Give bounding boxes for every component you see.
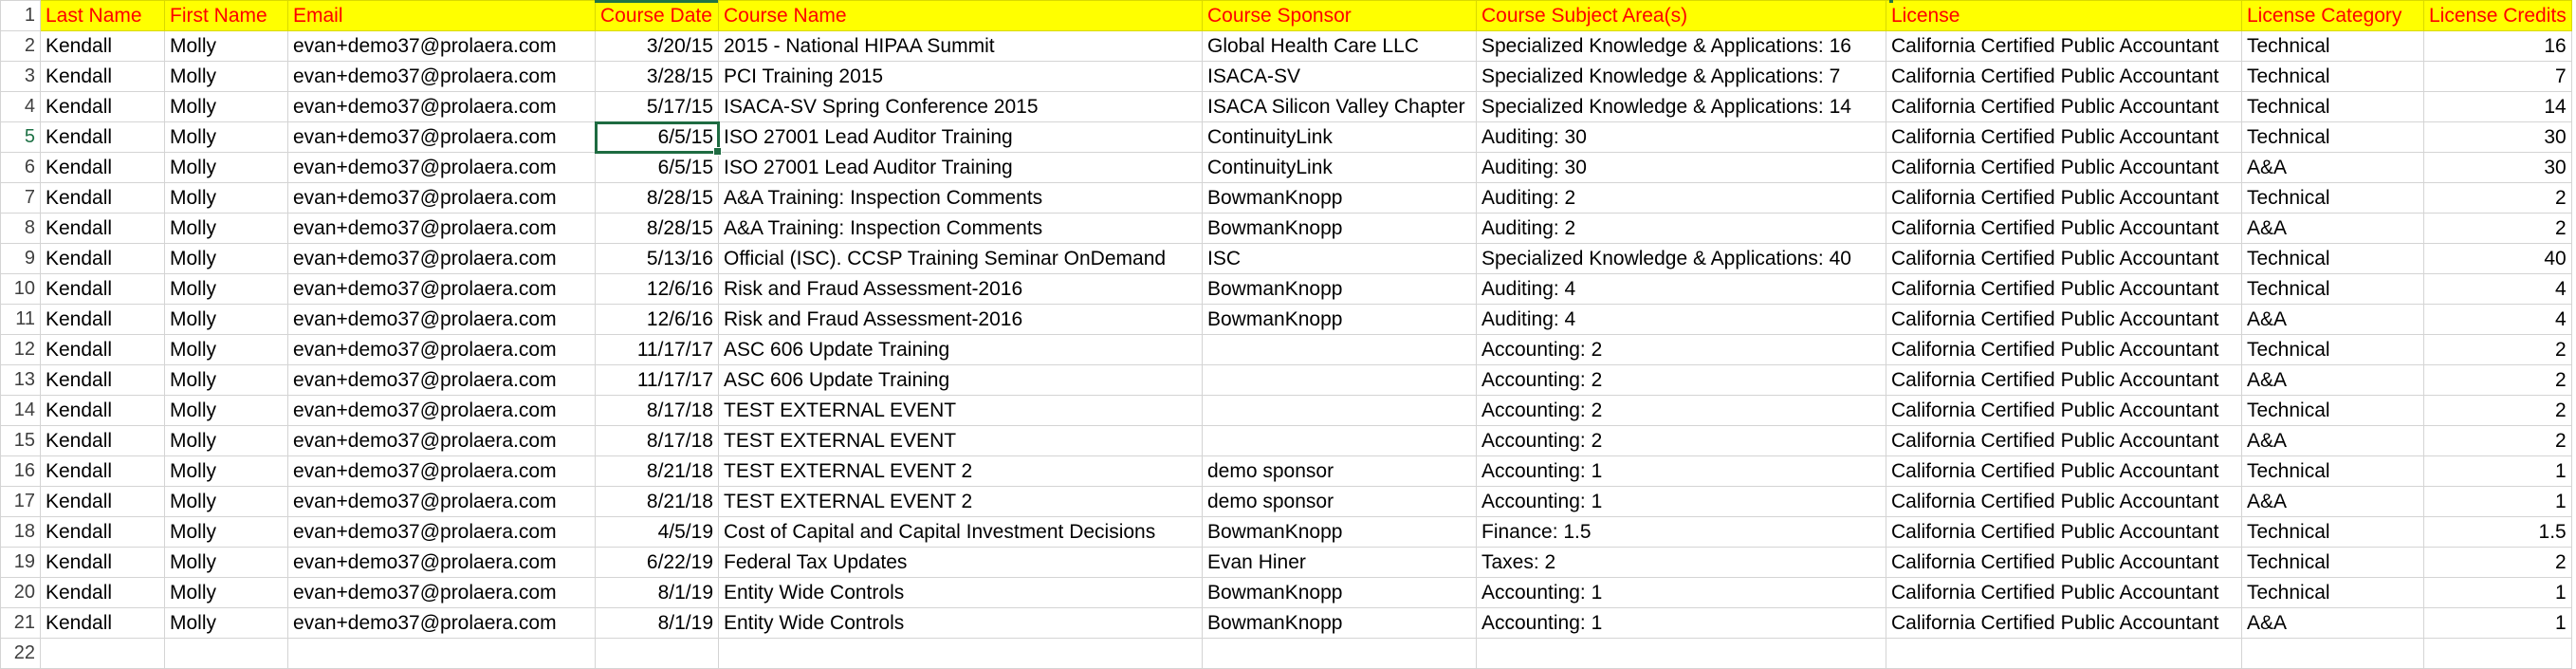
row-number[interactable]: 16 (1, 456, 41, 487)
cell-license-credits[interactable]: 2 (2424, 548, 2572, 578)
cell-course-name[interactable]: Risk and Fraud Assessment-2016 (719, 305, 1203, 335)
cell-course-sponsor[interactable]: demo sponsor (1203, 487, 1477, 517)
cell-first-name[interactable]: Molly (165, 122, 288, 153)
cell-last-name[interactable]: Kendall (41, 183, 165, 214)
table-row (1, 548, 2572, 578)
cell-last-name[interactable]: Kendall (41, 274, 165, 305)
cell-course-date[interactable]: 4/5/19 (596, 517, 719, 548)
cell-course-date[interactable]: 8/21/18 (596, 456, 719, 487)
cell-last-name[interactable]: Kendall (41, 426, 165, 456)
table-row (1, 639, 2572, 669)
cell-email[interactable]: evan+demo37@prolaera.com (288, 426, 596, 456)
table-row (1, 396, 2572, 426)
row-number[interactable]: 3 (1, 62, 41, 92)
cell-license-credits[interactable]: 40 (2424, 244, 2572, 274)
empty-cell[interactable] (1203, 639, 1477, 669)
cell-course-sponsor[interactable]: Global Health Care LLC (1203, 31, 1477, 62)
cell-course-sponsor[interactable]: Evan Hiner (1203, 548, 1477, 578)
cell-license[interactable]: California Certified Public Accountant (1886, 578, 2242, 608)
header-cell-first-name[interactable]: First Name (165, 1, 288, 31)
cell-first-name[interactable]: Molly (165, 305, 288, 335)
cell-course-subject-area[interactable]: Auditing: 4 (1477, 274, 1886, 305)
row-number[interactable]: 17 (1, 487, 41, 517)
cell-first-name[interactable]: Molly (165, 274, 288, 305)
cell-last-name[interactable]: Kendall (41, 214, 165, 244)
cell-course-name[interactable]: TEST EXTERNAL EVENT 2 (719, 487, 1203, 517)
cell-license-credits[interactable]: 1 (2424, 608, 2572, 639)
cell-course-name[interactable]: Entity Wide Controls (719, 608, 1203, 639)
cell-license[interactable]: California Certified Public Accountant (1886, 456, 2242, 487)
cell-course-sponsor[interactable]: BowmanKnopp (1203, 578, 1477, 608)
cell-license-category[interactable]: Technical (2242, 517, 2424, 548)
cell-course-name[interactable]: 2015 - National HIPAA Summit (719, 31, 1203, 62)
cell-last-name[interactable]: Kendall (41, 244, 165, 274)
row-number[interactable]: 21 (1, 608, 41, 639)
cell-email[interactable]: evan+demo37@prolaera.com (288, 487, 596, 517)
cell-license-category[interactable]: Technical (2242, 456, 2424, 487)
cell-first-name[interactable]: Molly (165, 92, 288, 122)
table-row (1, 365, 2572, 396)
header-cell-license-credits[interactable]: License Credits (2424, 1, 2572, 31)
cell-license[interactable]: California Certified Public Accountant (1886, 244, 2242, 274)
cell-course-subject-area[interactable]: Specialized Knowledge & Applications: 7 (1477, 62, 1886, 92)
row-number[interactable]: 4 (1, 92, 41, 122)
cell-course-subject-area[interactable]: Auditing: 2 (1477, 183, 1886, 214)
cell-course-subject-area[interactable]: Auditing: 2 (1477, 214, 1886, 244)
cell-license-category[interactable]: Technical (2242, 31, 2424, 62)
cell-course-date[interactable]: 12/6/16 (596, 305, 719, 335)
cell-license[interactable]: California Certified Public Accountant (1886, 62, 2242, 92)
cell-license-credits[interactable]: 2 (2424, 335, 2572, 365)
empty-cell[interactable] (2242, 639, 2424, 669)
cell-course-date[interactable]: 12/6/16 (596, 274, 719, 305)
cell-email[interactable]: evan+demo37@prolaera.com (288, 365, 596, 396)
cell-course-subject-area[interactable]: Accounting: 2 (1477, 396, 1886, 426)
table-row (1, 244, 2572, 274)
header-cell-course-sponsor[interactable]: Course Sponsor (1203, 1, 1477, 31)
cell-course-sponsor[interactable] (1203, 396, 1477, 426)
table-row (1, 183, 2572, 214)
cell-first-name[interactable]: Molly (165, 426, 288, 456)
row-number[interactable]: 1 (1, 1, 41, 31)
table-row (1, 31, 2572, 62)
cell-course-sponsor[interactable]: BowmanKnopp (1203, 214, 1477, 244)
header-cell-course-date[interactable]: Course Date (596, 1, 719, 31)
cell-license[interactable]: California Certified Public Accountant (1886, 305, 2242, 335)
empty-cell[interactable] (1477, 639, 1886, 669)
cell-course-name[interactable]: A&A Training: Inspection Comments (719, 183, 1203, 214)
cell-course-name[interactable]: ASC 606 Update Training (719, 365, 1203, 396)
cell-last-name[interactable]: Kendall (41, 396, 165, 426)
cell-course-subject-area[interactable]: Specialized Knowledge & Applications: 16 (1477, 31, 1886, 62)
cell-course-name[interactable]: ISACA-SV Spring Conference 2015 (719, 92, 1203, 122)
header-cell-license[interactable]: License (1886, 1, 2242, 31)
table-row (1, 214, 2572, 244)
cell-license-category[interactable]: Technical (2242, 578, 2424, 608)
cell-email[interactable]: evan+demo37@prolaera.com (288, 608, 596, 639)
cell-course-sponsor[interactable] (1203, 365, 1477, 396)
row-number[interactable]: 6 (1, 153, 41, 183)
selected-cell[interactable]: 6/5/15 (596, 122, 719, 153)
cell-first-name[interactable]: Molly (165, 214, 288, 244)
cell-license[interactable]: California Certified Public Accountant (1886, 214, 2242, 244)
cell-license-category[interactable]: A&A (2242, 214, 2424, 244)
cell-license[interactable]: California Certified Public Accountant (1886, 517, 2242, 548)
cell-course-subject-area[interactable]: Finance: 1.5 (1477, 517, 1886, 548)
cell-course-sponsor[interactable]: ContinuityLink (1203, 122, 1477, 153)
cell-license-category[interactable]: Technical (2242, 396, 2424, 426)
cell-license-category[interactable]: Technical (2242, 62, 2424, 92)
cell-first-name[interactable]: Molly (165, 183, 288, 214)
cell-email[interactable]: evan+demo37@prolaera.com (288, 578, 596, 608)
header-row (1, 1, 2572, 31)
row-number[interactable]: 11 (1, 305, 41, 335)
cell-course-name[interactable]: Entity Wide Controls (719, 578, 1203, 608)
row-number[interactable]: 18 (1, 517, 41, 548)
cell-license-category[interactable]: A&A (2242, 487, 2424, 517)
cell-email[interactable]: evan+demo37@prolaera.com (288, 122, 596, 153)
cell-license-category[interactable]: Technical (2242, 183, 2424, 214)
cell-license[interactable]: California Certified Public Accountant (1886, 274, 2242, 305)
cell-license-category[interactable]: A&A (2242, 365, 2424, 396)
cell-course-name[interactable]: Cost of Capital and Capital Investment Decisions (719, 517, 1203, 548)
cell-course-date[interactable]: 8/17/18 (596, 396, 719, 426)
cell-course-subject-area[interactable]: Auditing: 30 (1477, 122, 1886, 153)
cell-email[interactable]: evan+demo37@prolaera.com (288, 548, 596, 578)
cell-course-subject-area[interactable]: Specialized Knowledge & Applications: 14 (1477, 92, 1886, 122)
cell-email[interactable]: evan+demo37@prolaera.com (288, 183, 596, 214)
cell-email[interactable]: evan+demo37@prolaera.com (288, 62, 596, 92)
cell-course-name[interactable]: A&A Training: Inspection Comments (719, 214, 1203, 244)
cell-course-name[interactable]: TEST EXTERNAL EVENT (719, 426, 1203, 456)
table-row (1, 608, 2572, 639)
cell-first-name[interactable]: Molly (165, 31, 288, 62)
cell-course-name[interactable]: TEST EXTERNAL EVENT 2 (719, 456, 1203, 487)
cell-license-credits[interactable]: 2 (2424, 183, 2572, 214)
row-number[interactable]: 14 (1, 396, 41, 426)
table-row (1, 122, 2572, 153)
table-row (1, 62, 2572, 92)
cell-course-date[interactable]: 5/17/15 (596, 92, 719, 122)
cell-license[interactable]: California Certified Public Accountant (1886, 608, 2242, 639)
cell-license-category[interactable]: Technical (2242, 274, 2424, 305)
empty-cell[interactable] (288, 639, 596, 669)
table-row (1, 487, 2572, 517)
header-cell-course-name[interactable]: Course Name (719, 1, 1203, 31)
cell-license[interactable]: California Certified Public Accountant (1886, 426, 2242, 456)
cell-course-name[interactable]: ASC 606 Update Training (719, 335, 1203, 365)
row-number[interactable]: 22 (1, 639, 41, 669)
cell-course-date[interactable]: 3/20/15 (596, 31, 719, 62)
cell-license[interactable]: California Certified Public Accountant (1886, 153, 2242, 183)
cell-course-sponsor[interactable]: BowmanKnopp (1203, 305, 1477, 335)
header-cell-last-name[interactable]: Last Name (41, 1, 165, 31)
cell-last-name[interactable]: Kendall (41, 31, 165, 62)
cell-course-date[interactable]: 8/17/18 (596, 426, 719, 456)
cell-license-credits[interactable]: 1 (2424, 456, 2572, 487)
cell-license-category[interactable]: Technical (2242, 335, 2424, 365)
cell-last-name[interactable]: Kendall (41, 335, 165, 365)
row-number[interactable]: 20 (1, 578, 41, 608)
cell-last-name[interactable]: Kendall (41, 517, 165, 548)
cell-first-name[interactable]: Molly (165, 487, 288, 517)
row-number[interactable]: 12 (1, 335, 41, 365)
cell-license-category[interactable]: Technical (2242, 122, 2424, 153)
table-row (1, 153, 2572, 183)
empty-cell[interactable] (1886, 639, 2242, 669)
table-row (1, 92, 2572, 122)
cell-email[interactable]: evan+demo37@prolaera.com (288, 92, 596, 122)
cell-course-date[interactable]: 11/17/17 (596, 365, 719, 396)
cell-license[interactable]: California Certified Public Accountant (1886, 365, 2242, 396)
cell-course-date[interactable]: 5/13/16 (596, 244, 719, 274)
cell-course-date[interactable]: 11/17/17 (596, 335, 719, 365)
cell-first-name[interactable]: Molly (165, 153, 288, 183)
header-cell-license-category[interactable]: License Category (2242, 1, 2424, 31)
cell-license-category[interactable]: A&A (2242, 608, 2424, 639)
cell-first-name[interactable]: Molly (165, 517, 288, 548)
table-row (1, 305, 2572, 335)
table-row (1, 426, 2572, 456)
cell-email[interactable]: evan+demo37@prolaera.com (288, 153, 596, 183)
cell-license-category[interactable]: Technical (2242, 244, 2424, 274)
cell-email[interactable]: evan+demo37@prolaera.com (288, 456, 596, 487)
cell-course-name[interactable]: ISO 27001 Lead Auditor Training (719, 122, 1203, 153)
table-row (1, 335, 2572, 365)
cell-course-date[interactable]: 8/28/15 (596, 183, 719, 214)
empty-cell[interactable] (2424, 639, 2572, 669)
cell-course-sponsor[interactable]: BowmanKnopp (1203, 608, 1477, 639)
cell-license-credits[interactable]: 1 (2424, 578, 2572, 608)
table-row (1, 456, 2572, 487)
cell-last-name[interactable]: Kendall (41, 122, 165, 153)
cell-last-name[interactable]: Kendall (41, 608, 165, 639)
table-row (1, 578, 2572, 608)
header-cell-email[interactable]: Email (288, 1, 596, 31)
empty-cell[interactable] (596, 639, 719, 669)
cell-license[interactable]: California Certified Public Accountant (1886, 487, 2242, 517)
cell-first-name[interactable]: Molly (165, 244, 288, 274)
cell-course-sponsor[interactable]: ISC (1203, 244, 1477, 274)
cell-first-name[interactable]: Molly (165, 62, 288, 92)
cell-license-category[interactable]: A&A (2242, 305, 2424, 335)
cell-last-name[interactable]: Kendall (41, 548, 165, 578)
cell-course-subject-area[interactable]: Accounting: 2 (1477, 335, 1886, 365)
cell-last-name[interactable]: Kendall (41, 305, 165, 335)
cell-email[interactable]: evan+demo37@prolaera.com (288, 396, 596, 426)
cell-course-name[interactable]: Official (ISC). CCSP Training Seminar OnDemand (719, 244, 1203, 274)
cell-license-credits[interactable]: 16 (2424, 31, 2572, 62)
cell-license[interactable]: California Certified Public Accountant (1886, 122, 2242, 153)
cell-email[interactable]: evan+demo37@prolaera.com (288, 335, 596, 365)
cell-license-credits[interactable]: 2 (2424, 365, 2572, 396)
cell-course-name[interactable]: PCI Training 2015 (719, 62, 1203, 92)
cell-course-date[interactable]: 8/1/19 (596, 578, 719, 608)
cell-email[interactable]: evan+demo37@prolaera.com (288, 31, 596, 62)
cell-course-sponsor[interactable]: BowmanKnopp (1203, 517, 1477, 548)
cell-license-credits[interactable]: 4 (2424, 305, 2572, 335)
cell-course-sponsor[interactable]: ISACA-SV (1203, 62, 1477, 92)
cell-email[interactable]: evan+demo37@prolaera.com (288, 214, 596, 244)
header-cell-course-subject-area[interactable]: Course Subject Area(s) (1477, 1, 1886, 31)
cell-course-sponsor[interactable] (1203, 426, 1477, 456)
cell-last-name[interactable]: Kendall (41, 365, 165, 396)
cell-license-credits[interactable]: 1 (2424, 487, 2572, 517)
cell-last-name[interactable]: Kendall (41, 62, 165, 92)
cell-course-subject-area[interactable]: Auditing: 4 (1477, 305, 1886, 335)
cell-course-name[interactable]: TEST EXTERNAL EVENT (719, 396, 1203, 426)
cell-license-category[interactable]: A&A (2242, 153, 2424, 183)
cell-license-credits[interactable]: 2 (2424, 396, 2572, 426)
cell-license-credits[interactable]: 1.5 (2424, 517, 2572, 548)
cell-email[interactable]: evan+demo37@prolaera.com (288, 517, 596, 548)
cell-first-name[interactable]: Molly (165, 578, 288, 608)
cell-course-date[interactable]: 8/21/18 (596, 487, 719, 517)
table-row (1, 274, 2572, 305)
row-number[interactable]: 2 (1, 31, 41, 62)
cell-course-subject-area[interactable]: Accounting: 1 (1477, 578, 1886, 608)
cell-license-credits[interactable]: 2 (2424, 214, 2572, 244)
fill-handle[interactable] (713, 147, 722, 156)
cell-last-name[interactable]: Kendall (41, 153, 165, 183)
cell-course-sponsor[interactable]: BowmanKnopp (1203, 274, 1477, 305)
cell-last-name[interactable]: Kendall (41, 578, 165, 608)
cell-first-name[interactable]: Molly (165, 456, 288, 487)
row-number[interactable]: 8 (1, 214, 41, 244)
cell-course-name[interactable]: Federal Tax Updates (719, 548, 1203, 578)
cell-license-credits[interactable]: 4 (2424, 274, 2572, 305)
cell-course-date[interactable]: 6/22/19 (596, 548, 719, 578)
cell-license-credits[interactable]: 7 (2424, 62, 2572, 92)
cell-course-subject-area[interactable]: Accounting: 2 (1477, 426, 1886, 456)
cell-license[interactable]: California Certified Public Accountant (1886, 183, 2242, 214)
row-number[interactable]: 9 (1, 244, 41, 274)
selected-column-indicator (595, 0, 718, 3)
cell-course-sponsor[interactable]: BowmanKnopp (1203, 183, 1477, 214)
cell-license-category[interactable]: Technical (2242, 548, 2424, 578)
cell-course-subject-area[interactable]: Accounting: 1 (1477, 487, 1886, 517)
row-number[interactable]: 5 (1, 122, 41, 153)
cell-course-name[interactable]: ISO 27001 Lead Auditor Training (719, 153, 1203, 183)
cell-last-name[interactable]: Kendall (41, 456, 165, 487)
cell-email[interactable]: evan+demo37@prolaera.com (288, 244, 596, 274)
cell-last-name[interactable]: Kendall (41, 487, 165, 517)
cell-course-subject-area[interactable]: Specialized Knowledge & Applications: 40 (1477, 244, 1886, 274)
cell-license[interactable]: California Certified Public Accountant (1886, 396, 2242, 426)
cell-first-name[interactable]: Molly (165, 396, 288, 426)
row-number[interactable]: 10 (1, 274, 41, 305)
cell-first-name[interactable]: Molly (165, 365, 288, 396)
cell-course-date[interactable]: 8/28/15 (596, 214, 719, 244)
cell-license-credits[interactable]: 30 (2424, 122, 2572, 153)
cell-course-subject-area[interactable]: Auditing: 30 (1477, 153, 1886, 183)
cell-course-subject-area[interactable]: Accounting: 1 (1477, 456, 1886, 487)
cell-first-name[interactable]: Molly (165, 608, 288, 639)
selected-column-indicator (1889, 0, 1893, 3)
cell-license[interactable]: California Certified Public Accountant (1886, 92, 2242, 122)
cell-course-sponsor[interactable]: demo sponsor (1203, 456, 1477, 487)
cell-course-sponsor[interactable]: ISACA Silicon Valley Chapter (1203, 92, 1477, 122)
cell-license-category[interactable]: Technical (2242, 92, 2424, 122)
cell-course-subject-area[interactable]: Taxes: 2 (1477, 548, 1886, 578)
row-number[interactable]: 15 (1, 426, 41, 456)
cell-course-date[interactable]: 3/28/15 (596, 62, 719, 92)
cell-email[interactable]: evan+demo37@prolaera.com (288, 305, 596, 335)
cell-last-name[interactable]: Kendall (41, 92, 165, 122)
cell-course-name[interactable]: Risk and Fraud Assessment-2016 (719, 274, 1203, 305)
cell-course-sponsor[interactable]: ContinuityLink (1203, 153, 1477, 183)
row-number[interactable]: 7 (1, 183, 41, 214)
cell-license-credits[interactable]: 2 (2424, 426, 2572, 456)
cell-license[interactable]: California Certified Public Accountant (1886, 548, 2242, 578)
cell-course-date[interactable]: 8/1/19 (596, 608, 719, 639)
cell-license-category[interactable]: A&A (2242, 426, 2424, 456)
row-number[interactable]: 19 (1, 548, 41, 578)
cell-course-subject-area[interactable]: Accounting: 2 (1477, 365, 1886, 396)
row-number[interactable]: 13 (1, 365, 41, 396)
empty-cell[interactable] (41, 639, 165, 669)
cell-license-credits[interactable]: 30 (2424, 153, 2572, 183)
cell-first-name[interactable]: Molly (165, 335, 288, 365)
cell-course-date[interactable]: 6/5/15 (596, 153, 719, 183)
empty-cell[interactable] (719, 639, 1203, 669)
cell-course-subject-area[interactable]: Accounting: 1 (1477, 608, 1886, 639)
table-row (1, 517, 2572, 548)
cell-license[interactable]: California Certified Public Accountant (1886, 335, 2242, 365)
cell-license-credits[interactable]: 14 (2424, 92, 2572, 122)
cell-course-sponsor[interactable] (1203, 335, 1477, 365)
cell-email[interactable]: evan+demo37@prolaera.com (288, 274, 596, 305)
cell-first-name[interactable]: Molly (165, 548, 288, 578)
empty-cell[interactable] (165, 639, 288, 669)
cell-license[interactable]: California Certified Public Accountant (1886, 31, 2242, 62)
